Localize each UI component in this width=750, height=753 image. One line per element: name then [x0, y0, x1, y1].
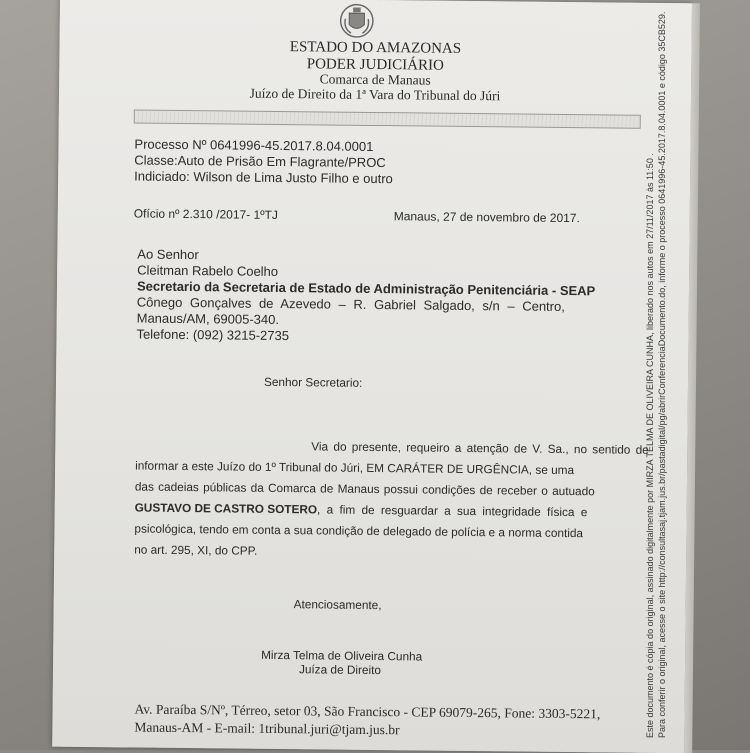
- header-district: Comarca de Manaus: [319, 71, 431, 88]
- place-date: Manaus, 27 de novembro de 2017.: [393, 209, 580, 226]
- letter-line-1: Via do presente, requeiro a atenção de V. Sa., no sentido de: [311, 439, 649, 457]
- case-class: Classe:Auto de Prisão Em Flagrante/PROC: [134, 152, 386, 171]
- recipient-salutation: Ao Senhor: [137, 246, 199, 263]
- recipient-name: Cleitman Rabelo Coelho: [137, 262, 279, 279]
- header-branch: PODER JUDICIÁRIO: [306, 56, 444, 74]
- recipient-address-line1: Cônego Gonçalves de Azevedo – R. Gabriel Salgado, s/n – Centro,: [136, 294, 565, 314]
- coat-of-arms-seal-icon: [338, 2, 376, 40]
- case-defendant: Indiciado: Wilson de Lima Justo Filho e outro: [134, 168, 393, 187]
- oficio-number: Ofício nº 2.310 /2017- 1ºTJ: [133, 206, 279, 222]
- footer-contact: Manaus-AM - E-mail: 1tribunal.juri@tjam.jus.br: [134, 719, 400, 738]
- letter-line-5: psicológica, tendo em conta a sua condição de delegado de polícia e a norma contida: [134, 521, 584, 541]
- letter-line-2: informar a este Juízo do 1º Tribunal do Júri, EM CARÁTER DE URGÊNCIA, se uma: [135, 458, 575, 478]
- signature-note-line1: Este documento é cópia do original, assinado digitalmente por MIRZA TELMA DE OLIVEIRA CUNHA, liberado nos autos em 27/11/2017 às 11:50 .: [645, 153, 655, 738]
- defendant-name: GUSTAVO DE CASTRO SOTERO: [134, 500, 318, 517]
- footer-address: Av. Paraíba S/Nº, Térreo, setor 03, São Francisco - CEP 69079-265, Fone: 3303-5221,: [134, 701, 601, 722]
- signer-name: Mirza Telma de Oliveira Cunha: [261, 647, 423, 664]
- letter-greeting: Senhor Secretario:: [263, 374, 363, 390]
- signer-role: Juíza de Direito: [298, 662, 382, 678]
- letter-closing: Atenciosamente,: [293, 597, 382, 613]
- letter-line-4-rest: , a fim de resguardar a sua integridade física e: [317, 502, 588, 520]
- header-court: Juízo de Direito da 1ª Vara do Tribunal do Júri: [249, 85, 501, 104]
- document-page: [52, 0, 692, 753]
- letter-line-4: [135, 501, 588, 520]
- recipient-address-line2: Manaus/AM, 69005-340.: [136, 310, 280, 328]
- recipient-title: Secretario da Secretaria de Estado de Administração Penitenciária - SEAP: [136, 278, 596, 299]
- signature-note-line2: Para conferir o original, acesse o site http://consultasaj.tjam.jus.br/pastadigital/pg/abrirConferenciaDocumento.do, informe o processo 0641996-45.2017.8.04.0001 e código 35CB529.: [657, 11, 667, 738]
- digital-signature-note: [644, 12, 668, 738]
- barcode-strip: [134, 109, 641, 128]
- letter-line-6: no art. 295, XI, do CPP.: [134, 542, 258, 558]
- recipient-phone: Telefone: (092) 3215-2735: [136, 326, 290, 344]
- case-number: Processo Nº 0641996-45.2017.8.04.0001: [134, 136, 374, 154]
- letter-line-3: das cadeias públicas da Comarca de Manaus possui condições de receber o autuado: [134, 479, 595, 499]
- header-state: ESTADO DO AMAZONAS: [289, 39, 462, 57]
